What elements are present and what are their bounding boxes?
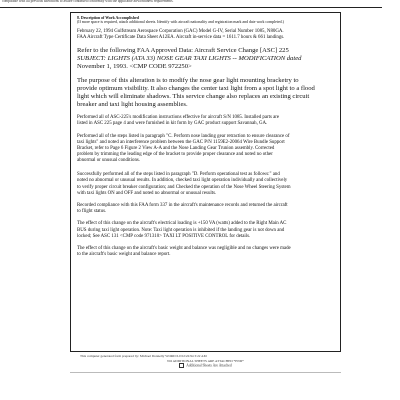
paragraph-line: The effect of this change on the aircraft's electrical loading is +150 VA (watts) added to the Right Main AC <box>77 221 287 227</box>
additional-sheets-checkbox-row <box>70 363 341 368</box>
paragraph-line: Bracket, refer to Page 6 Figure 2 View A-A and the Nose Landing Gear Trunion assembly. Corrected <box>77 146 275 152</box>
work-description-box <box>70 12 341 352</box>
paragraph-line: taxi lights" and noted an interference problem between the GAC P/N 1159E2-20064 Wire Bundle Support <box>77 139 285 145</box>
top-notice: compatible with all previous alterations to assure continued conformity with the applicable airworthiness requirements. <box>0 0 382 8</box>
intro-line: FAA Aircraft Type Certificate Data Sheet A12EA. Aircraft in-service data = 1611.7 hours & 661 landings. <box>77 35 285 41</box>
paragraph-line: Performed all of ASC-225's modification instructions effective for aircraft S/N 1085. Installed parts are <box>77 115 280 121</box>
paragraph-line: to flight status. <box>77 209 107 215</box>
paragraph-line: noted no abnormal or unusual results. In addition, checked taxi light operation individually and collectively <box>77 178 288 184</box>
checkbox-icon[interactable] <box>179 363 184 368</box>
section-number: 8. <box>77 16 80 20</box>
paragraph-line: to verify proper circuit breaker configuration; and Checked the operation of the Nose Wheel Steering System <box>77 184 291 190</box>
paragraph-line: problem by trimming the leading edge of the bracket to provide proper clearance and noted no other <box>77 152 273 158</box>
approval-subject: SUBJECT: LIGHTS (ATA 33) NOSE GEAR TAXI LIGHTS -- MODIFICATION dated <box>77 55 302 63</box>
purpose-line: The purpose of this alteration is to modify the nose gear light mounting bracketry to <box>77 77 299 85</box>
paragraph-line: Performed all of the steps listed in paragraph "C. Perform nose landing gear retraction to ensure clearance of <box>77 133 290 139</box>
paragraph-line: abnormal or unusual conditions. <box>77 158 141 164</box>
paragraph-line: BUS during taxi light operation. Note: Taxi light operation is inhibited if the landing gear is not down and <box>77 227 285 233</box>
paragraph-line: to the aircraft's basic weight and balance report. <box>77 252 171 258</box>
approval-date: November 1, 1993. <CMP CODE 972250> <box>77 63 192 71</box>
purpose-line: breaker and taxi light housing assemblies. <box>77 101 188 109</box>
section-title: Description of Work Accomplished <box>80 16 139 20</box>
work-description-content <box>77 16 335 258</box>
approval-line: Refer to the following FAA Approved Data: Aircraft Service Change [ASC] 225 <box>77 47 289 55</box>
paragraph-line: Successfully performed all of the steps listed in paragraph "D. Perform operational test as follows:" and <box>77 172 280 178</box>
section-note: (If more space is required, attach additional sheets. Identify with aircraft nationality and registration mark and date work completed.) <box>77 20 284 25</box>
additional-sheets-label: Additional Sheets Are Attached <box>186 363 232 368</box>
paragraph-line: The effect of this change on the aircraft's basic weight and balance was negligible and no changes were made <box>77 245 291 251</box>
paragraph-line: locked; See ASC 131 <CMP code 971310> TAXI LT POSITIVE CONTROL for details. <box>77 233 251 239</box>
prepared-by-line: This computer generated form prepared by: Michael Donnelly WORD 6.0 02/22/94 3:22 AM <box>80 354 207 358</box>
paragraph-line: Recorded compliance with this FAA form 337 in the aircraft's maintenance records and returned the aircraft <box>77 202 288 208</box>
paragraph-line: listed in ASC 225 page 4 and were furnished in kit form by GAC product support Savannah, GA. <box>77 121 268 127</box>
intro-line: February 22, 1994 Gulfstream Aerospace Corporation (GAC) Model G-IV, Serial Number 1085, N80GA. <box>77 28 284 34</box>
page-bottom-edge <box>70 372 341 373</box>
purpose-line: light which will eliminate shadows. This service change also replaces an existing circuit <box>77 93 310 101</box>
paragraph-line: with taxi lights ON and OFF and noted no abnormal or unusual results. <box>77 190 217 196</box>
no-additional-sheets-line: NO ADDITIONAL SHEETS ARE ATTACHED *END* <box>167 359 244 363</box>
purpose-line: provide optimum visibility. It also changes the center taxi light from a spot light to a flood <box>77 85 315 93</box>
